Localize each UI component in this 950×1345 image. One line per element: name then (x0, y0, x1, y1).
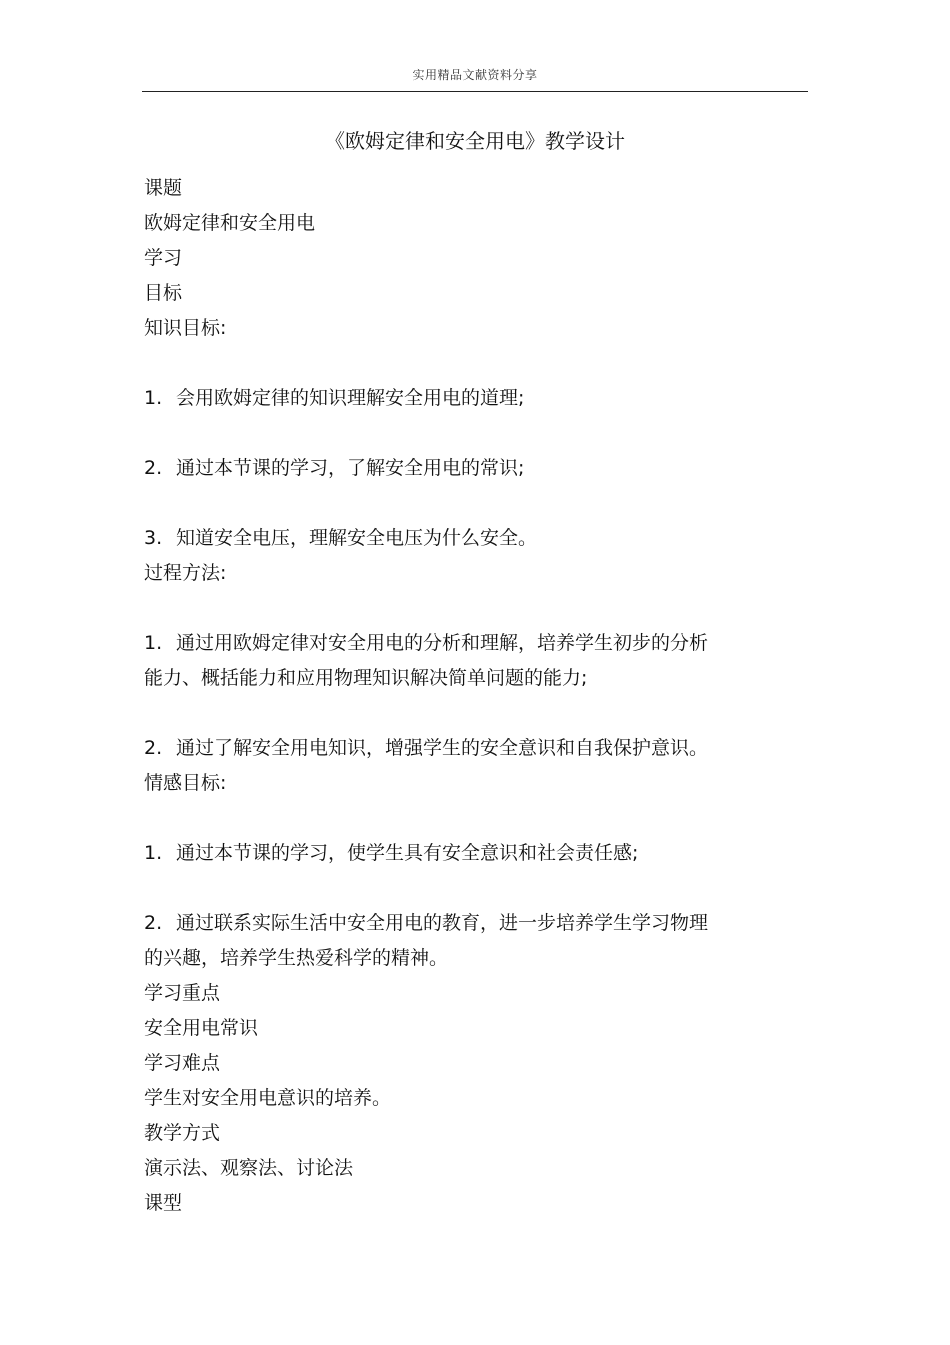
spacer (144, 871, 784, 906)
type-label: 课型 (144, 1192, 183, 1214)
lesson-value: 欧姆定律和安全用电 (144, 212, 316, 234)
page-header: 实用精品文献资料分享 (412, 68, 538, 82)
document-title: 《欧姆定律和安全用电》教学设计 (325, 129, 625, 153)
item-number: 1. (144, 842, 163, 864)
knowledge-label: 知识目标: (144, 317, 227, 339)
item-text: 通过本节课的学习，了解安全用电的常识; (176, 457, 525, 479)
item-text: 会用欧姆定律的知识理解安全用电的道理; (176, 387, 525, 409)
objectives-label-1: 学习 (144, 247, 183, 269)
item-number: 1. (144, 387, 163, 409)
process-label: 过程方法: (144, 562, 227, 584)
lesson-label: 课题 (144, 177, 183, 199)
item-number: 2. (144, 457, 163, 479)
spacer (144, 346, 784, 381)
header-divider (142, 91, 808, 92)
method-label: 教学方式 (144, 1122, 221, 1144)
item-text: 通过本节课的学习，使学生具有安全意识和社会责任感; (176, 842, 639, 864)
item-number: 2. (144, 912, 163, 934)
item-text: 知道安全电压，理解安全电压为什么安全。 (176, 527, 538, 549)
item-number: 3. (144, 527, 163, 549)
difficulty-value: 学生对安全用电意识的培养。 (144, 1087, 392, 1109)
process-item (144, 731, 784, 766)
knowledge-item (144, 381, 784, 416)
spacer (144, 801, 784, 836)
item-number: 1. (144, 632, 163, 654)
process-item (144, 626, 784, 661)
knowledge-item (144, 521, 784, 556)
emotion-item (144, 836, 784, 871)
objectives-label-2: 目标 (144, 282, 183, 304)
spacer (144, 696, 784, 731)
item-text: 通过用欧姆定律对安全用电的分析和理解，培养学生初步的分析 (176, 632, 709, 654)
key-value: 安全用电常识 (144, 1017, 259, 1039)
document-body (144, 171, 784, 1221)
emotion-item (144, 906, 784, 941)
knowledge-item (144, 451, 784, 486)
emotion-label: 情感目标: (144, 772, 227, 794)
item-number: 2. (144, 737, 163, 759)
difficulty-label: 学习难点 (144, 1052, 221, 1074)
spacer (144, 486, 784, 521)
item-text: 通过了解安全用电知识，增强学生的安全意识和自我保护意识。 (176, 737, 709, 759)
emotion-item-continuation: 的兴趣，培养学生热爱科学的精神。 (144, 947, 449, 969)
item-text: 通过联系实际生活中安全用电的教育，进一步培养学生学习物理 (176, 912, 709, 934)
method-value: 演示法、观察法、讨论法 (144, 1157, 354, 1179)
process-item-continuation: 能力、概括能力和应用物理知识解决简单问题的能力; (144, 667, 588, 689)
spacer (144, 416, 784, 451)
spacer (144, 591, 784, 626)
key-label: 学习重点 (144, 982, 221, 1004)
